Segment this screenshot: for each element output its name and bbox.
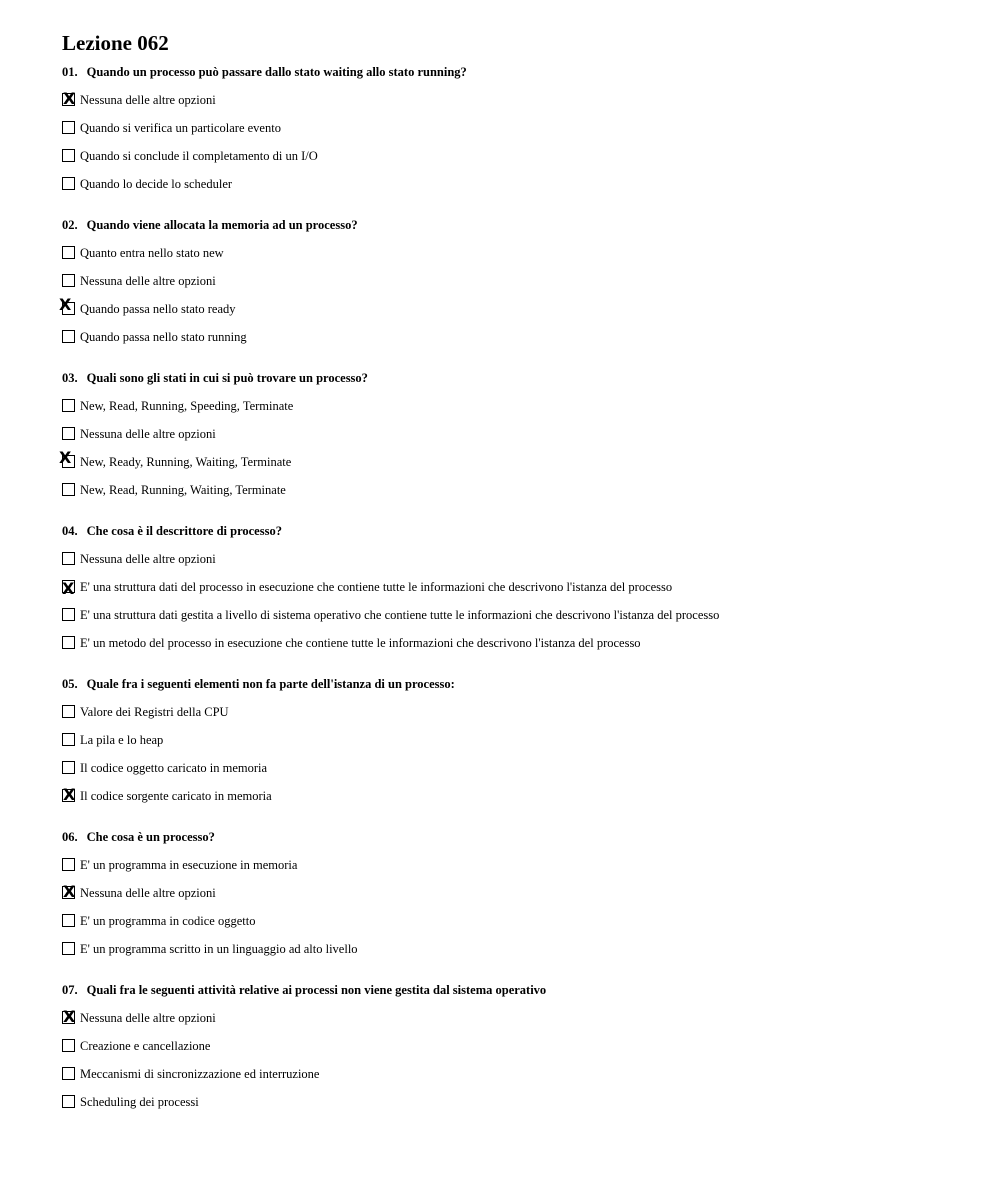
question-text (62, 215, 982, 235)
answer-checkbox[interactable] (62, 399, 75, 412)
answer-checkbox[interactable] (62, 177, 75, 190)
question-number: 05. (62, 677, 78, 691)
answer-label: New, Read, Running, Speeding, Terminate (80, 399, 294, 413)
answer-checkbox[interactable] (62, 1007, 76, 1026)
question-label: Quali sono gli stati in cui si può trovare un processo? (86, 371, 368, 385)
answer-option[interactable] (62, 476, 982, 504)
question-6 (62, 827, 982, 963)
answer-label: Nessuna delle altre opzioni (80, 886, 216, 900)
answer-option[interactable] (62, 1088, 982, 1116)
check-mark-icon: X (62, 579, 75, 598)
answer-label: E' un metodo del processo in esecuzione che contiene tutte le informazioni che descrivono l'istanza del processo (80, 636, 641, 650)
answer-option[interactable] (62, 545, 982, 573)
answer-option[interactable] (62, 726, 982, 754)
answer-checkbox[interactable] (62, 89, 76, 108)
check-mark-icon: X (59, 448, 72, 467)
answer-checkbox[interactable] (62, 121, 75, 134)
answer-option[interactable] (62, 1032, 982, 1060)
answer-option[interactable] (62, 782, 982, 810)
answer-label: Nessuna delle altre opzioni (80, 93, 216, 107)
question-4 (62, 521, 982, 657)
question-text (62, 827, 982, 847)
answer-label: Quando passa nello stato running (80, 330, 247, 344)
question-text (62, 521, 982, 541)
answer-checkbox[interactable] (62, 580, 75, 593)
answer-label: Nessuna delle altre opzioni (80, 1011, 216, 1025)
answer-checkbox[interactable] (62, 330, 75, 343)
answer-option[interactable] (62, 142, 982, 170)
question-7 (62, 980, 982, 1116)
question-text (62, 980, 982, 1000)
answer-label: E' un programma scritto in un linguaggio ad alto livello (80, 942, 358, 956)
answer-checkbox[interactable] (62, 1039, 75, 1052)
answer-label: Creazione e cancellazione (80, 1039, 211, 1053)
answer-checkbox[interactable] (62, 552, 75, 565)
question-5 (62, 674, 982, 810)
answer-label: Il codice sorgente caricato in memoria (80, 789, 272, 803)
question-text (62, 674, 982, 694)
answer-option[interactable] (62, 601, 982, 629)
answer-option[interactable] (62, 851, 982, 879)
question-number: 01. (62, 65, 78, 79)
answer-option[interactable] (62, 170, 982, 198)
answer-label: Nessuna delle altre opzioni (80, 274, 216, 288)
page-title: Lezione 062 (62, 31, 169, 55)
answer-checkbox[interactable] (62, 705, 75, 718)
answer-option[interactable] (62, 573, 982, 601)
answer-checkbox[interactable] (62, 761, 75, 774)
question-text (62, 368, 982, 388)
answer-label: La pila e lo heap (80, 733, 164, 747)
answer-label: Scheduling dei processi (80, 1095, 199, 1109)
answer-checkbox[interactable] (62, 427, 75, 440)
answer-checkbox[interactable] (62, 914, 75, 927)
answer-checkbox[interactable] (62, 1067, 75, 1080)
answer-option[interactable] (62, 267, 982, 295)
answer-checkbox[interactable] (62, 733, 75, 746)
answer-checkbox[interactable] (62, 246, 75, 259)
question-1 (62, 62, 982, 198)
answer-label: E' una struttura dati gestita a livello di sistema operativo che contiene tutte le informazioni che descrivono l'istanza del processo (80, 608, 720, 622)
answer-checkbox[interactable] (62, 785, 76, 804)
answer-label: New, Read, Running, Waiting, Terminate (80, 483, 286, 497)
check-mark-icon: X (59, 295, 72, 314)
answer-label: New, Ready, Running, Waiting, Terminate (80, 455, 292, 469)
answer-option[interactable] (62, 392, 982, 420)
question-label: Quale fra i seguenti elementi non fa parte dell'istanza di un processo: (86, 677, 455, 691)
question-2 (59, 215, 982, 351)
question-3 (59, 368, 982, 504)
answer-option[interactable] (62, 907, 982, 935)
answer-label: Quanto entra nello stato new (80, 246, 224, 260)
answer-checkbox[interactable] (62, 274, 75, 287)
question-number: 03. (62, 371, 78, 385)
answer-option[interactable] (59, 448, 982, 476)
answer-option[interactable] (62, 114, 982, 142)
answer-checkbox[interactable] (62, 149, 75, 162)
answer-checkbox[interactable] (62, 858, 75, 871)
question-number: 04. (62, 524, 78, 538)
question-text (62, 62, 982, 82)
question-label: Quando un processo può passare dallo stato waiting allo stato running? (86, 65, 467, 79)
question-number: 06. (62, 830, 78, 844)
answer-option[interactable] (62, 239, 982, 267)
answer-checkbox[interactable] (62, 455, 75, 468)
answer-label: Quando si verifica un particolare evento (80, 121, 281, 135)
answer-checkbox[interactable] (62, 302, 75, 315)
answer-label: E' un programma in codice oggetto (80, 914, 256, 928)
answer-checkbox[interactable] (62, 882, 76, 901)
answer-label: E' una struttura dati del processo in esecuzione che contiene tutte le informazioni che descrivono l'istanza del processo (80, 580, 673, 594)
check-mark-icon: X (63, 89, 76, 108)
question-label: Quando viene allocata la memoria ad un processo? (86, 218, 358, 232)
answer-option[interactable] (62, 323, 982, 351)
question-label: Che cosa è il descrittore di processo? (86, 524, 282, 538)
question-label: Che cosa è un processo? (86, 830, 215, 844)
answer-checkbox[interactable] (62, 1095, 75, 1108)
answer-option[interactable] (62, 698, 982, 726)
answer-option[interactable] (62, 935, 982, 963)
answer-option[interactable] (62, 86, 982, 114)
answer-label: Quando lo decide lo scheduler (80, 177, 233, 191)
answer-option[interactable] (62, 1060, 982, 1088)
answer-label: Il codice oggetto caricato in memoria (80, 761, 268, 775)
answer-checkbox[interactable] (62, 608, 75, 621)
answer-option[interactable] (59, 295, 982, 323)
document-page (59, 30, 982, 1116)
answer-option[interactable] (62, 754, 982, 782)
answer-option[interactable] (62, 1004, 982, 1032)
answer-label: Valore dei Registri della CPU (80, 705, 229, 719)
answer-label: Nessuna delle altre opzioni (80, 427, 216, 441)
answer-checkbox[interactable] (62, 942, 75, 955)
question-label: Quali fra le seguenti attività relative ai processi non viene gestita dal sistema operativo (86, 983, 547, 997)
answer-label: Meccanismi di sincronizzazione ed interruzione (80, 1067, 320, 1081)
check-mark-icon: X (63, 882, 76, 901)
answer-option[interactable] (62, 879, 982, 907)
answer-label: Quando passa nello stato ready (80, 302, 236, 316)
answer-label: Nessuna delle altre opzioni (80, 552, 216, 566)
answer-checkbox[interactable] (62, 483, 75, 496)
check-mark-icon: X (63, 1007, 76, 1026)
question-number: 02. (62, 218, 78, 232)
answer-checkbox[interactable] (62, 636, 75, 649)
question-list (59, 62, 982, 1116)
answer-option[interactable] (62, 629, 982, 657)
answer-option[interactable] (62, 420, 982, 448)
check-mark-icon: X (63, 785, 76, 804)
answer-label: Quando si conclude il completamento di un I/O (80, 149, 318, 163)
question-number: 07. (62, 983, 78, 997)
answer-label: E' un programma in esecuzione in memoria (80, 858, 298, 872)
